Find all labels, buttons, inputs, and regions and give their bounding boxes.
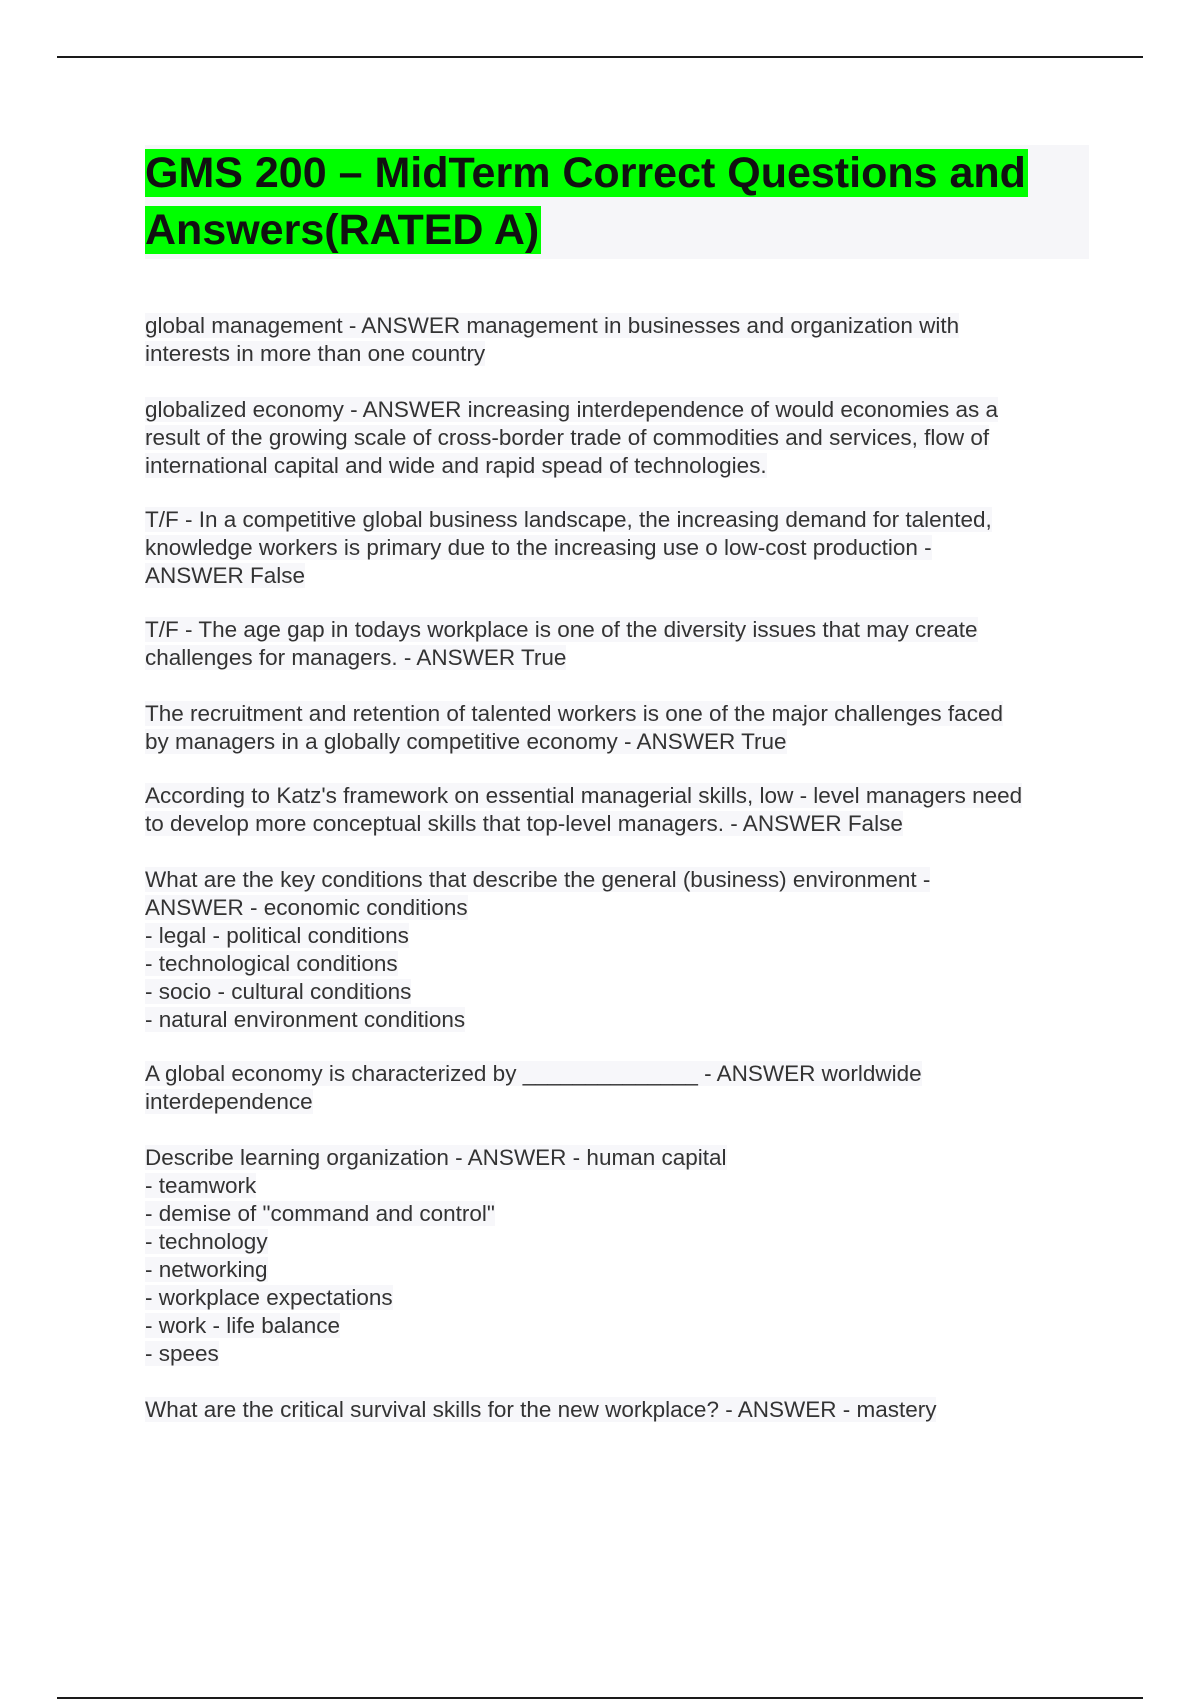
qa-line-text: - legal - political conditions [145,923,409,948]
qa-line [145,424,1095,452]
qa-line-text: A global economy is characterized by ______________ - ANSWER worldwide [145,1061,922,1086]
qa-entry [145,396,1095,480]
qa-line-text: - work - life balance [145,1313,341,1338]
qa-entry [145,1060,1095,1116]
qa-line-text: T/F - In a competitive global business landscape, the increasing demand for talented, [145,507,992,532]
bottom-rule [57,1697,1143,1699]
qa-line [145,1006,1095,1034]
qa-entry [145,700,1095,756]
qa-entry [145,506,1095,590]
qa-entry [145,1144,1095,1368]
qa-line-text: - spees [145,1341,219,1366]
qa-line [145,1312,1095,1340]
qa-line-text: What are the key conditions that describe the general (business) environment - [145,867,931,892]
qa-line [145,452,1095,480]
qa-line [145,1396,1095,1424]
qa-line-text: interdependence [145,1089,313,1114]
qa-entry [145,782,1095,838]
qa-line [145,810,1095,838]
qa-line [145,1060,1095,1088]
qa-line [145,644,1095,672]
qa-line-text: - technological conditions [145,951,398,976]
qa-line-text: by managers in a globally competitive economy - ANSWER True [145,729,787,754]
qa-line [145,562,1095,590]
qa-line-text: challenges for managers. - ANSWER True [145,645,567,670]
qa-line-text: The recruitment and retention of talented workers is one of the major challenges faced [145,701,1003,726]
qa-line-text: knowledge workers is primary due to the increasing use o low-cost production - [145,535,932,560]
qa-entry [145,1396,1095,1424]
qa-line [145,1144,1095,1172]
qa-line-text: - technology [145,1229,268,1254]
qa-line-text: Describe learning organization - ANSWER - human capital [145,1145,727,1170]
top-rule [57,56,1143,58]
qa-line [145,950,1095,978]
qa-line [145,1340,1095,1368]
qa-line [145,340,1095,368]
qa-line [145,1228,1095,1256]
qa-line [145,728,1095,756]
qa-line [145,534,1095,562]
qa-line-text: - socio - cultural conditions [145,979,412,1004]
qa-line-text: ANSWER False [145,563,306,588]
qa-entry [145,312,1095,368]
qa-line [145,1088,1095,1116]
qa-line [145,922,1095,950]
qa-line-text: - natural environment conditions [145,1007,466,1032]
qa-line [145,1284,1095,1312]
qa-line-text: T/F - The age gap in todays workplace is one of the diversity issues that may create [145,617,978,642]
qa-line [145,978,1095,1006]
title-block [145,145,1089,259]
qa-line-text: global management - ANSWER management in businesses and organization with [145,313,960,338]
qa-line [145,312,1095,340]
qa-line [145,396,1095,424]
qa-line [145,894,1095,922]
qa-line [145,866,1095,894]
qa-line-text: ANSWER - economic conditions [145,895,468,920]
qa-line-text: globalized economy - ANSWER increasing interdependence of would economies as a [145,397,998,422]
document-title [145,145,1089,259]
qa-line [145,506,1095,534]
qa-line-text: interests in more than one country [145,341,486,366]
qa-line-text: - workplace expectations [145,1285,393,1310]
qa-line-text: According to Katz's framework on essential managerial skills, low - level managers need [145,783,1023,808]
qa-line [145,616,1095,644]
title-highlight: GMS 200 – MidTerm Correct Questions and Answers(RATED A) [145,149,1026,254]
qa-line-text: international capital and wide and rapid spead of technologies. [145,453,767,478]
qa-line-text: - demise of "command and control" [145,1201,495,1226]
qa-line [145,782,1095,810]
qa-line-text: - teamwork [145,1173,257,1198]
qa-line [145,1172,1095,1200]
qa-line-text: result of the growing scale of cross-border trade of commodities and services, flow of [145,425,990,450]
qa-entry [145,866,1095,1034]
qa-line-text: What are the critical survival skills for the new workplace? - ANSWER - mastery [145,1397,937,1422]
qa-list [145,312,1095,1424]
qa-line [145,1256,1095,1284]
qa-line-text: - networking [145,1257,268,1282]
qa-line [145,1200,1095,1228]
qa-line-text: to develop more conceptual skills that top-level managers. - ANSWER False [145,811,903,836]
qa-entry [145,616,1095,672]
qa-line [145,700,1095,728]
